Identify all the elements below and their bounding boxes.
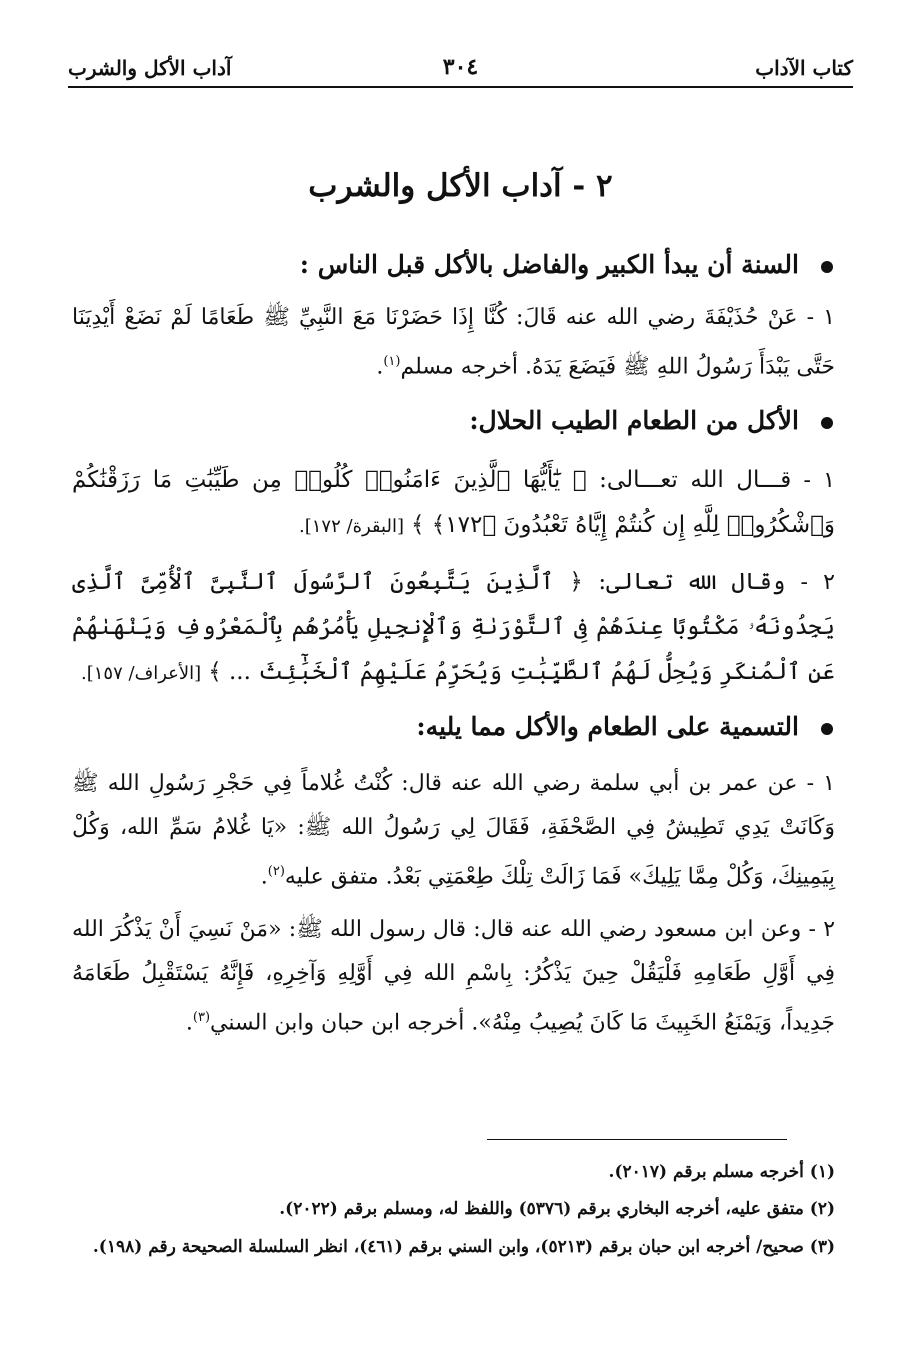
bullet-icon bbox=[821, 261, 833, 273]
item-number: ١ - bbox=[806, 771, 835, 796]
page-header bbox=[68, 52, 853, 88]
section-heading-text: السنة أن يبدأ الكبير والفاضل بالأكل قبل الناس : bbox=[299, 250, 799, 279]
footnote-divider bbox=[487, 1139, 787, 1140]
item-number: ٢ - bbox=[808, 917, 836, 942]
item-end: . bbox=[260, 864, 268, 890]
item-text: عَنْ حُذَيْفَةَ رضي الله عنه قَالَ: كُنَّا إِذَا حَضَرْنَا مَعَ النَّبِيِّ ﷺ طَعَامًا لَمْ نَضَعْ أَيْدِيَنَا حَتَّى يَبْدَأَ رَسُولُ اللهِ ﷺ فَيَضَعَ يَدَهُ. أخرجه مسلم bbox=[72, 305, 835, 380]
footnote-marker: (١) bbox=[383, 354, 401, 369]
item-number: ١ - bbox=[806, 305, 835, 330]
item-text: وعن ابن مسعود رضي الله عنه قال: قال رسول الله ﷺ: «مَنْ نَسِيَ أَنْ يَذْكُرَ الله فِي أَوَّلِ طَعَامِهِ فَلْيَقُلْ حِينَ يَذْكُرُ: بِاسْمِ الله فِي أَوَّلِهِ وَآخِرِهِ، فَإِنَّهُ يَسْتَقْبِلُ طَعَامَهُ جَدِيداً، وَيَمْنَعُ الخَبِيثَ مَا كَانَ يُصِيبُ مِنْهُ». أخرجه ابن حبان وابن السني bbox=[72, 917, 835, 1036]
section-heading-text: الأكل من الطعام الطيب الحلال: bbox=[469, 406, 799, 435]
section-heading-text: التسمية على الطعام والأكل مما يليه: bbox=[416, 712, 799, 741]
item-text: وقال الله تعالى: ﴿ ٱلَّذِينَ يَتَّبِعُونَ ٱلرَّسُولَ ٱلنَّبِىَّ ٱلْأُمِّىَّ ٱلَّذِى يَجِدُونَهُۥ مَكْتُوبًا عِندَهُمْ فِى ٱلتَّوْرَىٰةِ وَٱلْإِنجِيلِ يَأْمُرُهُم بِٱلْمَعْرُوفِ وَيَنْهَىٰهُمْ عَنِ ٱلْمُنكَرِ وَيُحِلُّ لَهُمُ ٱلطَّيِّبَٰتِ وَيُحَرِّمُ عَلَيْهِمُ ٱلْخَبَٰٓئِثَ ... ﴾ bbox=[72, 569, 835, 685]
book-title: كتاب الآداب bbox=[755, 56, 853, 80]
section-heading-1 bbox=[70, 250, 833, 279]
hadith-item bbox=[72, 908, 835, 1045]
item-end: . bbox=[376, 354, 384, 380]
hadith-item bbox=[72, 762, 835, 899]
verse-item bbox=[72, 458, 835, 549]
item-text: عن عمر بن أبي سلمة رضي الله عنه قال: كُنْتُ غُلاماً فِي حَجْرِ رَسُولِ الله ﷺ وَكَانَتْ يَدِي تَطِيشُ فِي الصَّحْفَةِ، فَقَالَ لِي رَسُولُ الله ﷺ: «يَا غُلامُ سَمِّ الله، وَكُلْ بِيَمِينِكَ، وَكُلْ مِمَّا يَلِيكَ» فَمَا زَالَتْ تِلْكَ طِعْمَتِي بَعْدُ. متفق عليه bbox=[72, 771, 835, 890]
section-heading-3 bbox=[70, 712, 833, 741]
verse-reference: [البقرة/ ١٧٢]. bbox=[299, 516, 404, 537]
section-heading-2 bbox=[70, 406, 833, 435]
item-number: ١ - bbox=[803, 468, 835, 493]
page-number: ٣٠٤ bbox=[442, 54, 479, 80]
item-number: ٢ - bbox=[800, 570, 835, 595]
item-end: . bbox=[185, 1010, 193, 1036]
page-title: ٢ - آداب الأكل والشرب bbox=[308, 168, 613, 204]
footnote: (٣) صحيح/ أخرجه ابن حبان برقم (٥٢١٣)، وابن السني برقم (٤٦١)، انظر السلسلة الصحيحة رقم (١٩٨). bbox=[92, 1237, 835, 1257]
verse-reference: [الأعراف/ ١٥٧]. bbox=[81, 663, 202, 684]
item-text: قـــال الله تعـــالى: ﴿ يَٰٓأَيُّهَا ٱلَّذِينَ ءَامَنُوا۟ كُلُوا۟ مِن طَيِّبَٰتِ مَا رَزَقْنَٰكُمْ وَٱشْكُرُوا۟ لِلَّهِ إِن كُنتُمْ إِيَّاهُ تَعْبُدُونَ ﴿١٧٢﴾ ﴾ bbox=[72, 467, 835, 538]
footnote-marker: (٢) bbox=[267, 864, 285, 879]
footnote: (٢) متفق عليه، أخرجه البخاري برقم (٥٣٧٦) واللفظ له، ومسلم برقم (٢٠٢٢). bbox=[279, 1199, 835, 1219]
verse-item bbox=[72, 560, 835, 696]
footnote-marker: (٣) bbox=[192, 1010, 211, 1025]
footnote: (١) أخرجه مسلم برقم (٢٠١٧). bbox=[608, 1162, 835, 1182]
chapter-title: آداب الأكل والشرب bbox=[68, 56, 232, 80]
hadith-item bbox=[72, 296, 835, 389]
bullet-icon bbox=[821, 723, 833, 735]
bullet-icon bbox=[821, 417, 833, 429]
